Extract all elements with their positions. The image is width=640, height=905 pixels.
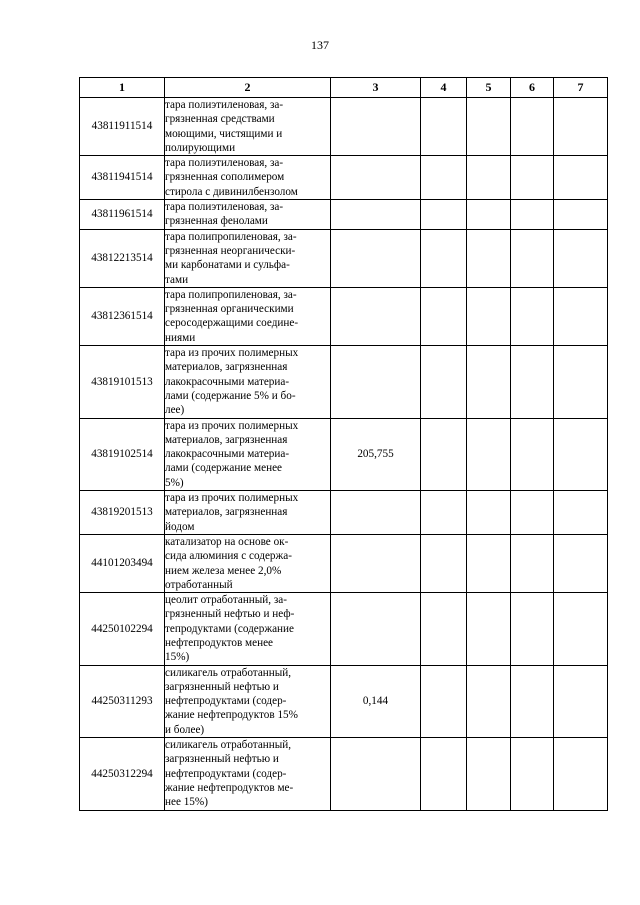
column-7-cell — [554, 738, 608, 810]
column-4-cell — [421, 98, 467, 156]
column-4-cell — [421, 287, 467, 345]
column-4-cell — [421, 418, 467, 490]
table-row — [80, 287, 608, 345]
column-4-cell — [421, 346, 467, 418]
column-6-cell — [511, 738, 554, 810]
waste-code-cell: 44250312294 — [80, 738, 165, 810]
waste-name-line: тара полиэтиленовая, за- — [165, 157, 284, 170]
waste-name-line: тами — [165, 273, 189, 286]
column-6-cell — [511, 287, 554, 345]
column-header: 2 — [165, 78, 331, 98]
column-5-cell — [467, 593, 511, 665]
column-7-cell — [554, 156, 608, 200]
waste-name-cell — [165, 665, 331, 737]
column-5-cell — [467, 200, 511, 230]
waste-name-line: жание нефтепродуктов 15% — [165, 709, 298, 722]
column-header: 3 — [331, 78, 421, 98]
waste-name-cell — [165, 346, 331, 418]
waste-name-line: тара полипропиленовая, за- — [165, 288, 297, 301]
column-5-cell — [467, 346, 511, 418]
column-6-cell — [511, 156, 554, 200]
column-6-cell — [511, 200, 554, 230]
table-row — [80, 200, 608, 230]
column-4-cell — [421, 593, 467, 665]
waste-name-line: и более) — [165, 723, 205, 736]
waste-name-line: материалов, загрязненная — [165, 506, 288, 519]
quantity-cell — [331, 593, 421, 665]
waste-name-line: лакокрасочными материа- — [165, 448, 290, 461]
quantity-cell — [331, 738, 421, 810]
waste-name-line: материалов, загрязненная — [165, 361, 288, 374]
table-row — [80, 156, 608, 200]
column-header: 4 — [421, 78, 467, 98]
waste-name-line: материалов, загрязненная — [165, 433, 288, 446]
column-7-cell — [554, 287, 608, 345]
waste-name-line: нефтепродуктами (содер- — [165, 695, 287, 708]
column-6-cell — [511, 98, 554, 156]
table-row — [80, 665, 608, 737]
waste-name-line: нием железа менее 2,0% — [165, 564, 282, 577]
waste-name-line: йодом — [165, 520, 195, 533]
column-6-cell — [511, 665, 554, 737]
waste-code-cell: 43812213514 — [80, 229, 165, 287]
waste-code-cell: 43811961514 — [80, 200, 165, 230]
quantity-cell: 0,144 — [331, 665, 421, 737]
waste-name-line: грязненная средствами — [165, 113, 275, 126]
column-4-cell — [421, 491, 467, 535]
waste-name-line: серосодержащими соедине- — [165, 317, 299, 330]
waste-name-line: грязненная неорганически- — [165, 244, 296, 257]
waste-name-cell — [165, 418, 331, 490]
table-row — [80, 738, 608, 810]
table-row — [80, 593, 608, 665]
waste-name-cell — [165, 229, 331, 287]
quantity-cell — [331, 346, 421, 418]
column-4-cell — [421, 229, 467, 287]
waste-code-cell: 43811941514 — [80, 156, 165, 200]
waste-name-cell — [165, 200, 331, 230]
waste-name-line: жание нефтепродуктов ме- — [165, 781, 294, 794]
column-6-cell — [511, 418, 554, 490]
waste-name-line: нефтепродуктами (содер- — [165, 767, 287, 780]
column-4-cell — [421, 534, 467, 592]
header-row — [80, 78, 608, 98]
column-5-cell — [467, 491, 511, 535]
quantity-cell — [331, 200, 421, 230]
waste-name-cell — [165, 534, 331, 592]
column-7-cell — [554, 491, 608, 535]
column-7-cell — [554, 534, 608, 592]
waste-name-line: моющими, чистящими и — [165, 127, 283, 140]
waste-code-cell: 44250311293 — [80, 665, 165, 737]
table-row — [80, 98, 608, 156]
waste-name-line: тепродуктами (содержание — [165, 622, 294, 635]
column-5-cell — [467, 156, 511, 200]
column-5-cell — [467, 98, 511, 156]
waste-name-line: тара полиэтиленовая, за- — [165, 99, 284, 111]
column-7-cell — [554, 200, 608, 230]
column-4-cell — [421, 738, 467, 810]
waste-name-cell — [165, 98, 331, 156]
quantity-cell — [331, 229, 421, 287]
column-6-cell — [511, 346, 554, 418]
waste-name-line: сида алюминия с содержа- — [165, 550, 292, 563]
column-header: 5 — [467, 78, 511, 98]
waste-name-cell — [165, 593, 331, 665]
waste-name-line: катализатор на основе ок- — [165, 535, 289, 548]
waste-name-line: стирола с дивинилбензолом — [165, 185, 298, 198]
column-7-cell — [554, 229, 608, 287]
quantity-cell: 205,755 — [331, 418, 421, 490]
column-4-cell — [421, 200, 467, 230]
waste-name-cell — [165, 738, 331, 810]
table-body — [80, 98, 608, 811]
waste-name-line: нее 15%) — [165, 796, 208, 809]
waste-name-cell — [165, 287, 331, 345]
waste-name-line: загрязненный нефтью и — [165, 680, 279, 693]
waste-name-line: лакокрасочными материа- — [165, 375, 290, 388]
waste-name-line: грязненный нефтью и неф- — [165, 608, 295, 621]
waste-code-cell: 44250102294 — [80, 593, 165, 665]
waste-name-line: ниями — [165, 331, 196, 344]
waste-name-line: цеолит отработанный, за- — [165, 594, 287, 607]
waste-name-line: тара полиэтиленовая, за- — [165, 201, 284, 214]
waste-name-line: полирующими — [165, 141, 236, 154]
waste-name-line: тара полипропиленовая, за- — [165, 230, 297, 243]
column-7-cell — [554, 346, 608, 418]
column-7-cell — [554, 98, 608, 156]
column-6-cell — [511, 593, 554, 665]
column-header: 6 — [511, 78, 554, 98]
waste-code-cell: 44101203494 — [80, 534, 165, 592]
waste-name-cell — [165, 156, 331, 200]
table-row — [80, 229, 608, 287]
waste-name-line: силикагель отработанный, — [165, 739, 292, 752]
column-7-cell — [554, 665, 608, 737]
column-5-cell — [467, 418, 511, 490]
table-row — [80, 418, 608, 490]
waste-name-line: 15%) — [165, 651, 190, 664]
waste-code-cell: 43811911514 — [80, 98, 165, 156]
column-4-cell — [421, 665, 467, 737]
waste-code-cell: 43819201513 — [80, 491, 165, 535]
table-row — [80, 534, 608, 592]
waste-name-line: нефтепродуктов менее — [165, 636, 273, 649]
column-header: 1 — [80, 78, 165, 98]
column-header: 7 — [554, 78, 608, 98]
waste-name-line: тара из прочих полимерных — [165, 419, 299, 432]
quantity-cell — [331, 534, 421, 592]
table-row — [80, 346, 608, 418]
waste-name-line: грязненная органическими — [165, 303, 294, 316]
column-5-cell — [467, 665, 511, 737]
waste-name-line: лее) — [165, 404, 185, 417]
column-4-cell — [421, 156, 467, 200]
waste-name-line: грязненная сополимером — [165, 171, 285, 184]
column-6-cell — [511, 534, 554, 592]
waste-name-line: ми карбонатами и сульфа- — [165, 259, 290, 272]
column-7-cell — [554, 418, 608, 490]
waste-name-line: отработанный — [165, 578, 233, 591]
waste-name-line: 5%) — [165, 476, 184, 489]
page-number: 137 — [311, 38, 329, 52]
column-7-cell — [554, 593, 608, 665]
waste-name-line: силикагель отработанный, — [165, 666, 292, 679]
quantity-cell — [331, 491, 421, 535]
waste-name-line: загрязненный нефтью и — [165, 753, 279, 766]
waste-code-cell: 43812361514 — [80, 287, 165, 345]
waste-name-line: тара из прочих полимерных — [165, 492, 299, 505]
table-row — [80, 491, 608, 535]
column-6-cell — [511, 229, 554, 287]
column-5-cell — [467, 738, 511, 810]
waste-name-line: лами (содержание 5% и бо- — [165, 389, 296, 402]
waste-code-cell: 43819101513 — [80, 346, 165, 418]
waste-name-line: грязненная фенолами — [165, 215, 268, 228]
quantity-cell — [331, 156, 421, 200]
column-6-cell — [511, 491, 554, 535]
waste-table — [79, 77, 608, 811]
column-5-cell — [467, 287, 511, 345]
waste-code-cell: 43819102514 — [80, 418, 165, 490]
quantity-cell — [331, 287, 421, 345]
waste-name-line: лами (содержание менее — [165, 462, 283, 475]
column-5-cell — [467, 534, 511, 592]
waste-name-cell — [165, 491, 331, 535]
column-5-cell — [467, 229, 511, 287]
waste-name-line: тара из прочих полимерных — [165, 347, 299, 360]
quantity-cell — [331, 98, 421, 156]
